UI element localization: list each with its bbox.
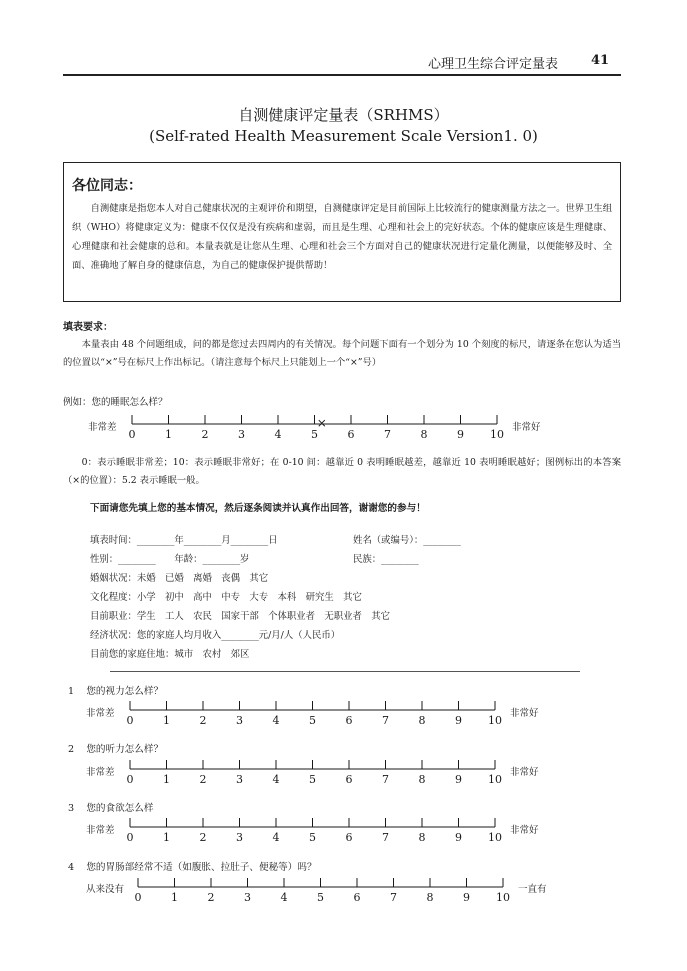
scale-tick-label: 5 (309, 714, 316, 727)
question-text: 您的听力怎么样？ (86, 744, 164, 755)
scale-tick-label: 8 (418, 773, 426, 786)
question-number: 4 (68, 862, 75, 873)
q3-scale[interactable] (126, 815, 506, 851)
scale-tick-label: 5 (309, 773, 316, 786)
intro-text: 自测健康是指您本人对自己健康状况的主观评价和期望，自测健康评定是目前国际上比较流行的健康测量方法之一。世界卫生组织（WHO）将健康定义为：健康不仅仅是没有疾病和虚弱，而且是生理、心理和社会上的完好状态。个体的健康应该是生理健康、心理健康和社会健康的总和。本量表就是让您从生理、心理和社会三个方面对自己的健康状况进行定量化测量，以便能够及时、全面、准确地了解自身的健康信息，为自己的健康保护提供帮助！ (72, 203, 612, 271)
scale-tick-label: 6 (347, 428, 355, 441)
scale-title: 自测健康评定量表（SRHMS） (238, 106, 449, 124)
scale-tick-label: 1 (163, 714, 170, 727)
ethnicity-field[interactable]: 民族：________ (353, 554, 419, 565)
question-text: 您的食欲怎么样 (86, 803, 154, 814)
scale-tick-label: 8 (426, 891, 434, 904)
scale-tick-label: 10 (488, 773, 502, 786)
q2-left-label: 非常差 (86, 767, 115, 778)
question-2 (68, 741, 163, 755)
question-3 (68, 800, 153, 814)
scale-tick-label: 0 (128, 428, 136, 441)
scale-tick-label: 10 (496, 891, 510, 904)
q3-left-label: 非常差 (86, 825, 115, 836)
scale-tick-label: 3 (236, 831, 243, 844)
name-field[interactable]: 姓名（或编号）：________ (353, 535, 461, 546)
q1-scale[interactable] (126, 698, 506, 734)
scale-tick-label: 4 (280, 891, 288, 904)
section-divider (110, 671, 580, 672)
requirements-text: 本量表由 48 个问题组成，问的都是您过去四周内的有关情况。每个问题下面有一个划分为 10 个刻度的标尺，请逐条在您认为适当的位置以“×”号在标尺上作出标记。（请注意每个标尺上只能划上一个“×”号） (63, 339, 621, 368)
scale-tick-label: 3 (236, 714, 243, 727)
greeting: 各位同志： (72, 178, 142, 194)
q1-left-label: 非常差 (86, 708, 115, 719)
scale-tick-label: 8 (418, 714, 426, 727)
scale-tick-label: 7 (382, 714, 389, 727)
running-title: 心理卫生综合评定量表 (428, 57, 559, 72)
scale-tick-label: 7 (382, 773, 389, 786)
question-text: 您的胃肠部经常不适（如腹胀、拉肚子、便秘等）吗？ (86, 862, 317, 873)
instruction: 下面请您先填上您的基本情况，然后逐条阅读并认真作出回答，谢谢您的参与！ (90, 503, 426, 514)
scale-tick-label: 8 (420, 428, 428, 441)
scale-tick-label: 7 (384, 428, 391, 441)
q3-right-label: 非常好 (510, 825, 539, 836)
scale-tick-label: 0 (126, 714, 134, 727)
question-1 (68, 683, 163, 697)
example-right-label: 非常好 (512, 422, 541, 433)
question-number: 3 (68, 803, 75, 814)
scale-tick-label: 1 (163, 773, 170, 786)
marital-status[interactable]: 婚姻状况：未婚 已婚 离婚 丧偶 其它 (90, 573, 269, 584)
scale-tick-label: 0 (126, 773, 134, 786)
question-text: 您的视力怎么样？ (86, 686, 164, 697)
scale-tick-label: 4 (272, 831, 280, 844)
scale-tick-label: 1 (163, 831, 170, 844)
question-number: 2 (68, 744, 75, 755)
scale-tick-label: 2 (201, 428, 209, 441)
scale-tick-label: 10 (488, 714, 502, 727)
scale-tick-label: 10 (488, 831, 502, 844)
scale-tick-label: 5 (309, 831, 316, 844)
scale-tick-label: 10 (490, 428, 504, 441)
scale-tick-label: 3 (238, 428, 245, 441)
header-rule (63, 74, 621, 76)
education-level[interactable]: 文化程度：小学 初中 高中 中专 大专 本科 研究生 其它 (90, 592, 362, 603)
scale-tick-label: 9 (455, 714, 462, 727)
scale-tick-label: 4 (274, 428, 282, 441)
scale-tick-label: 0 (126, 831, 134, 844)
requirements-title: 填表要求： (63, 322, 113, 333)
example-left-label: 非常差 (88, 422, 117, 433)
economic-status[interactable]: 经济状况：您的家庭人均月收入________元/月/人（人民币） (90, 630, 341, 641)
scale-tick-label: 0 (134, 891, 142, 904)
scale-tick-label: 4 (272, 714, 280, 727)
fill-time-field[interactable]: 填表时间：________年________月________日 (90, 535, 278, 546)
scale-tick-label: 2 (199, 714, 207, 727)
scale-tick-label: 4 (272, 773, 280, 786)
scale-tick-label: 6 (345, 773, 353, 786)
question-number: 1 (68, 686, 75, 697)
example-question: 例如：您的睡眠怎么样？ (63, 397, 168, 408)
scale-tick-label: 6 (353, 891, 361, 904)
intro-box (63, 162, 621, 302)
occupation[interactable]: 目前职业：学生 工人 农民 国家干部 个体职业者 无职业者 其它 (90, 611, 391, 622)
example-explanation: 0：表示睡眠非常差；10：表示睡眠非常好；在 0-10 间：越靠近 0 表明睡眠越差，越靠近 10 表明睡眠越好；图例标出的本答案（×的位置）：5.2 表示睡眠一般。 (63, 457, 621, 486)
sex-age-field[interactable]: 性别：________ 年龄：________岁 (90, 554, 250, 565)
q4-scale[interactable] (134, 875, 514, 911)
scale-tick-label: 5 (317, 891, 324, 904)
scale-tick-label: 3 (244, 891, 251, 904)
scale-tick-label: 2 (199, 831, 207, 844)
scale-tick-label: 9 (455, 773, 462, 786)
scale-tick-label: 7 (390, 891, 397, 904)
scale-tick-label: 1 (165, 428, 172, 441)
scale-tick-label: 8 (418, 831, 426, 844)
question-4 (68, 859, 317, 873)
scale-tick-label: 1 (171, 891, 178, 904)
scale-subtitle: (Self-rated Health Measurement Scale Version1. 0) (149, 127, 538, 145)
scale-tick-label: 5 (311, 428, 318, 441)
q4-left-label: 从来没有 (86, 884, 125, 895)
q1-right-label: 非常好 (510, 708, 539, 719)
scale-tick-label: 9 (457, 428, 464, 441)
scale-tick-label: 3 (236, 773, 243, 786)
page-number: 41 (591, 53, 610, 68)
q2-scale[interactable] (126, 757, 506, 793)
example-scale[interactable] (128, 412, 508, 448)
scale-tick-label: 9 (463, 891, 470, 904)
q4-right-label: 一直有 (518, 884, 547, 895)
scale-tick-label: 7 (382, 831, 389, 844)
scale-tick-label: 2 (207, 891, 215, 904)
q2-right-label: 非常好 (510, 767, 539, 778)
scale-tick-label: 9 (455, 831, 462, 844)
answer-mark: × (316, 416, 327, 430)
residence[interactable]: 目前您的家庭住地：城市 农村 郊区 (90, 649, 250, 660)
scale-tick-label: 6 (345, 714, 353, 727)
scale-tick-label: 6 (345, 831, 353, 844)
scale-tick-label: 2 (199, 773, 207, 786)
